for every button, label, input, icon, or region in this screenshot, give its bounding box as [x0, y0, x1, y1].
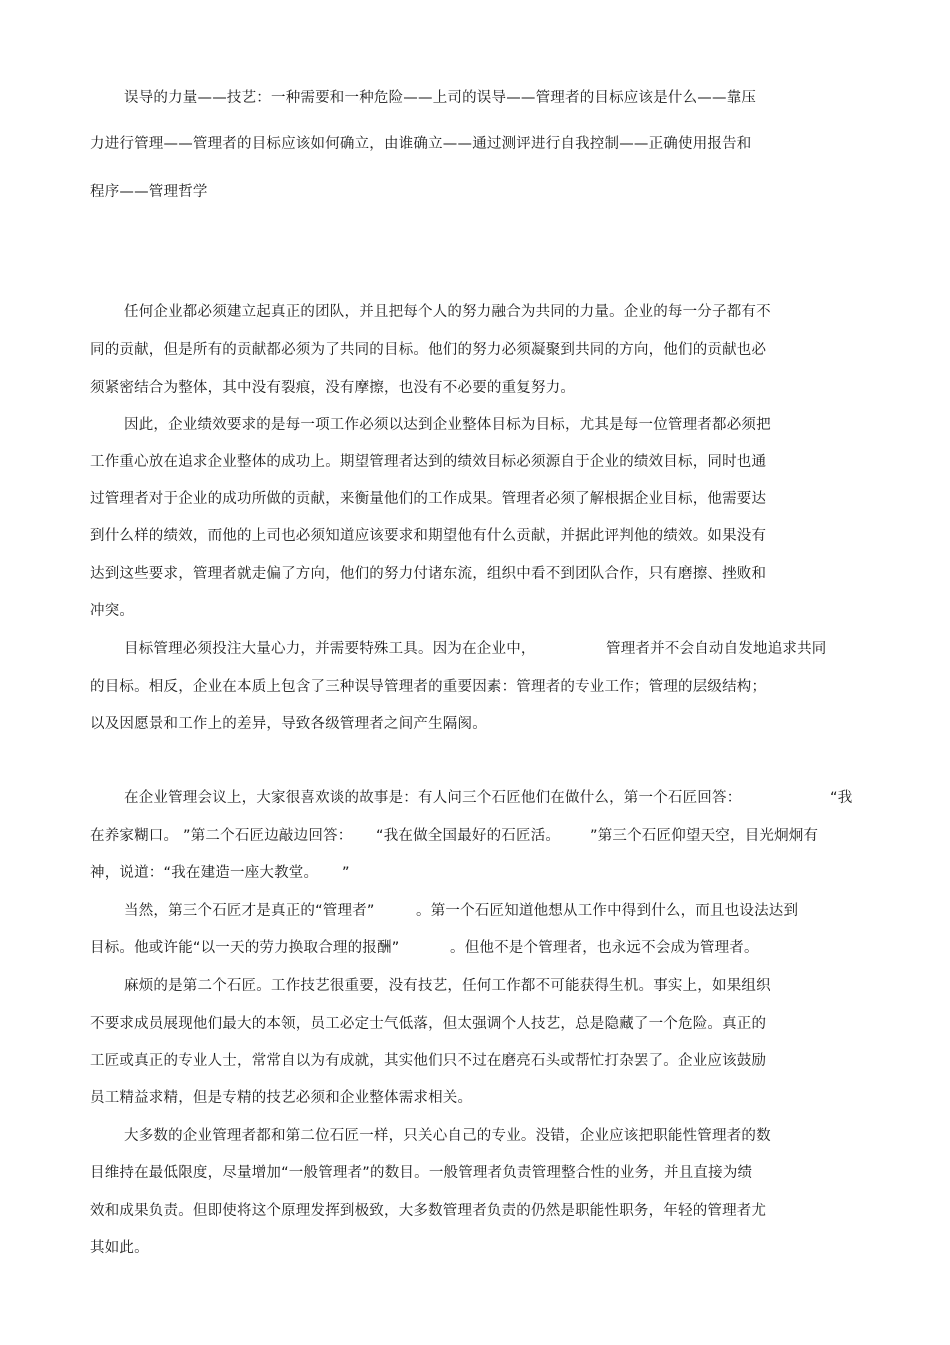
paragraph-line: 同的贡献，但是所有的贡献都必须为了共同的目标。他们的努力必须凝聚到共同的方向，他们的贡献也必: [90, 342, 767, 358]
text-segment: 在养家糊口。 ”第二个石匠边敲边回答：: [90, 828, 353, 844]
text-segment: 管理者并不会自动自发地追求共同: [606, 641, 827, 657]
contents-line: 程序——管理哲学: [90, 184, 208, 200]
paragraph-line: 到什么样的绩效，而他的上司也必须知道应该要求和期望他有什么贡献，并据此评判他的绩效。如果没有: [90, 528, 767, 544]
text-segment: 在企业管理会议上，大家很喜欢谈的故事是：有人问三个石匠他们在做什么，第一个石匠回答：: [124, 790, 742, 806]
contents-line: 力进行管理——管理者的目标应该如何确立，由谁确立——通过测评进行自我控制——正确使用报告和: [90, 136, 752, 152]
paragraph-line: 须紧密结合为整体，其中没有裂痕，没有摩擦，也没有不必要的重复努力。: [90, 380, 576, 396]
paragraph-line: [124, 901, 375, 921]
paragraph-line: 的目标。相反，企业在本质上包含了三种误导管理者的重要因素：管理者的专业工作；管理的层级结构；: [90, 679, 767, 695]
paragraph-line: 员工精益求精，但是专精的技艺必须和企业整体需求相关。: [90, 1090, 473, 1106]
paragraph-line: [606, 639, 827, 659]
paragraph-line: 目维持在最低限度，尽量增加“一般管理者”的数目。一般管理者负责管理整合性的业务，并且直接为绩: [90, 1165, 753, 1181]
paragraph-line: [590, 826, 818, 846]
paragraph-line: [90, 863, 318, 883]
paragraph-line: [450, 938, 759, 958]
paragraph-line: 达到这些要求，管理者就走偏了方向，他们的努力付诸东流，组织中看不到团队合作，只有磨擦、挫败和: [90, 566, 767, 582]
paragraph-line: 效和成果负责。但即使将这个原理发挥到极致，大多数管理者负责的仍然是职能性职务，年轻的管理者尤: [90, 1203, 767, 1219]
paragraph-line: 冲突。: [90, 603, 135, 619]
paragraph-line: 麻烦的是第二个石匠。工作技艺很重要，没有技艺，任何工作都不可能获得生机。事实上，如果组织: [124, 978, 771, 994]
text-segment: “我: [830, 790, 853, 806]
paragraph-line: [124, 788, 741, 808]
paragraph-line: 其如此。: [90, 1240, 149, 1256]
text-segment: 当然，第三个石匠才是真正的“管理者”: [124, 903, 375, 919]
text-segment: 目标管理必须投注大量心力，并需要特殊工具。因为在企业中，: [124, 641, 536, 657]
paragraph-line: 工匠或真正的专业人士，常常自以为有成就，其实他们只不过在磨亮石头或帮忙打杂罢了。企业应该鼓励: [90, 1053, 767, 1069]
paragraph-line: 不要求成员展现他们最大的本领，员工必定士气低落，但太强调个人技艺，总是隐藏了一个危险。真正的: [90, 1016, 767, 1032]
paragraph-line: [124, 639, 536, 659]
text-segment: 神，说道：“我在建造一座大教堂。: [90, 865, 319, 881]
text-segment: 。但他不是个管理者，也永远不会成为管理者。: [450, 940, 759, 956]
paragraph-line: 任何企业都必须建立起真正的团队，并且把每个人的努力融合为共同的力量。企业的每一分子都有不: [124, 304, 771, 320]
text-segment: ”: [342, 865, 350, 881]
paragraph-line: 大多数的企业管理者都和第二位石匠一样，只关心自己的专业。没错，企业应该把职能性管理者的数: [124, 1128, 771, 1144]
text-segment: “我在做全国最好的石匠活。: [376, 828, 561, 844]
text-segment: 。第一个石匠知道他想从工作中得到什么，而且也设法达到: [416, 903, 799, 919]
contents-line: 误导的力量——技艺：一种需要和一种危险——上司的误导——管理者的目标应该是什么——靠压: [124, 90, 757, 106]
paragraph-line: 因此，企业绩效要求的是每一项工作必须以达到企业整体目标为目标，尤其是每一位管理者都必须把: [124, 417, 771, 433]
paragraph-line: [342, 863, 350, 883]
paragraph-line: [376, 826, 560, 846]
text-segment: ”第三个石匠仰望天空，目光炯炯有: [590, 828, 819, 844]
paragraph-line: 工作重心放在追求企业整体的成功上。期望管理者达到的绩效目标必须源自于企业的绩效目标，同时也通: [90, 454, 767, 470]
paragraph-line: [90, 826, 352, 846]
paragraph-line: 过管理者对于企业的成功所做的贡献，来衡量他们的工作成果。管理者必须了解根据企业目标，他需要达: [90, 491, 767, 507]
text-segment: 目标。他或许能“以一天的劳力换取合理的报酬”: [90, 940, 400, 956]
paragraph-line: 以及因愿景和工作上的差异，导致各级管理者之间产生隔阂。: [90, 716, 487, 732]
paragraph-line: [90, 938, 399, 958]
paragraph-line: [416, 901, 798, 921]
paragraph-line: [830, 788, 852, 808]
